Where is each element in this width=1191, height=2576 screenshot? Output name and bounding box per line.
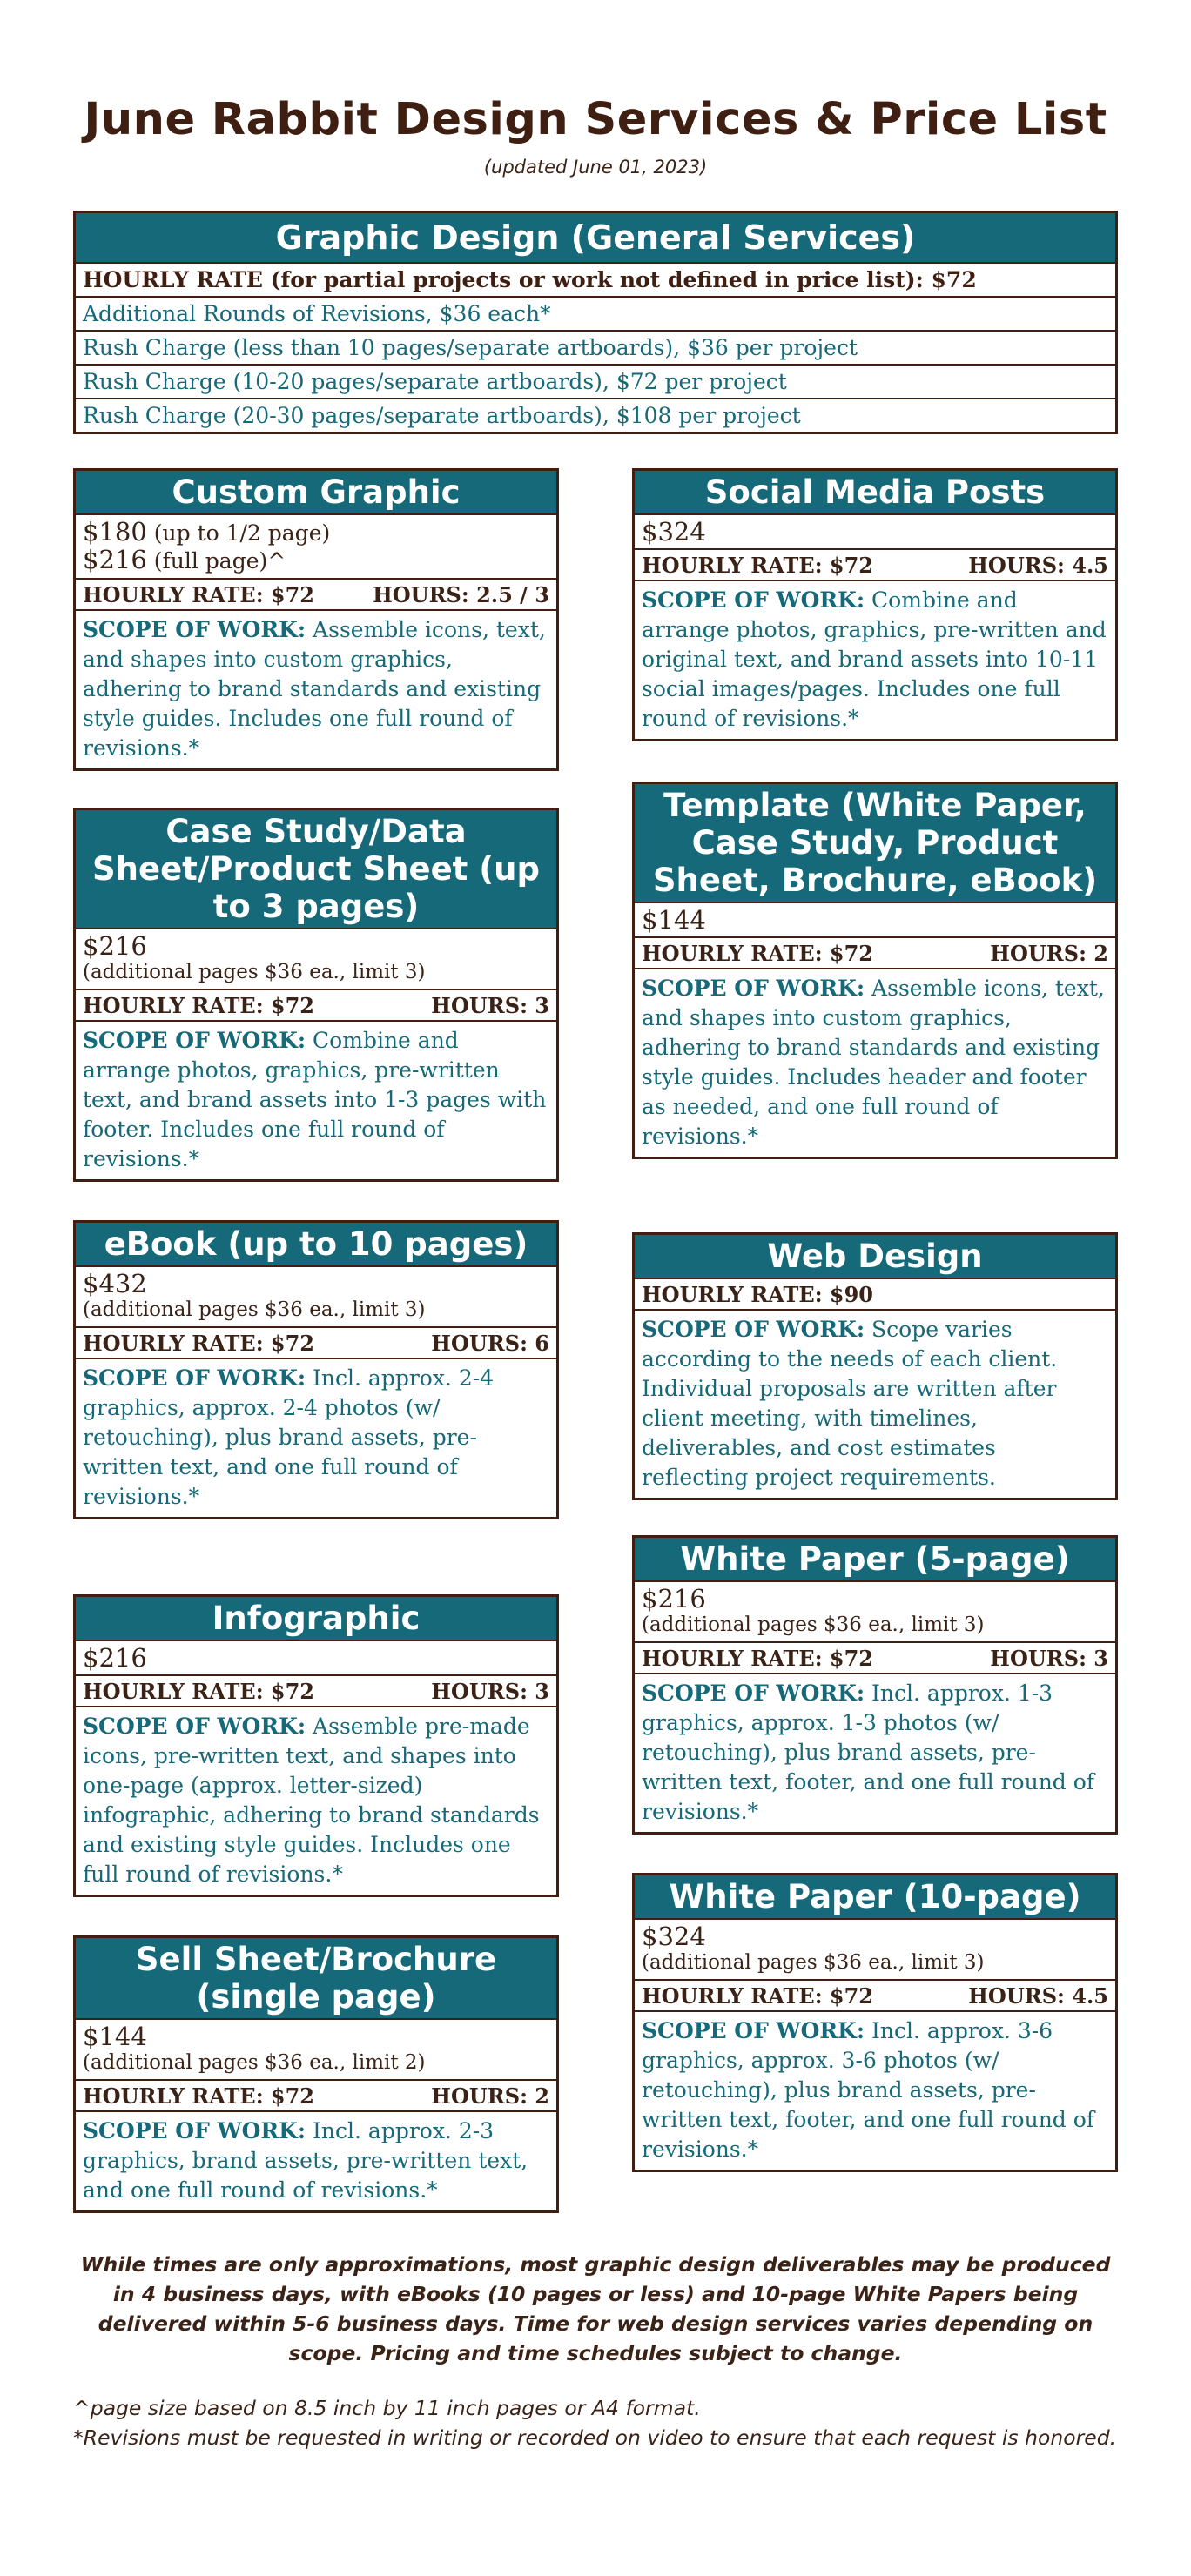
card-scope <box>76 1359 556 1517</box>
price-value: $216 <box>642 1584 706 1613</box>
hourly-rate: HOURLY RATE: $72 <box>642 1983 874 2009</box>
card-scope <box>76 1022 556 1179</box>
hours: HOURS: 2.5 / 3 <box>373 582 549 607</box>
scope-text: Assemble pre-made icons, pre-written text, and shapes into one-page (approx. letter-sized) infographic, adhering to brand standards and existing style guides. Includes one full round of revisions.* <box>83 1714 540 1887</box>
scope-label: SCOPE OF WORK: <box>642 1680 865 1706</box>
scope-text: Incl. approx. 2-4 graphics, approx. 2-4 photos (w/ retouching), plus brand assets, pre-written text, and one full round of revisions.* <box>83 1365 495 1509</box>
scope-text: Combine and arrange photos, graphics, pre-written text, and brand assets into 1-3 pages with footer. Includes one full round of revisions.* <box>83 1028 547 1171</box>
footnotes <box>73 2393 1118 2452</box>
general-row-rush-10-20: Rush Charge (10-20 pages/separate artboards), $72 per project <box>76 364 1115 398</box>
general-services-heading: Graphic Design (General Services) <box>76 213 1115 262</box>
hours: HOURS: 4.5 <box>968 1983 1108 2009</box>
revisions-note: *Revisions must be requested in writing or recorded on video to ensure that each request is honored. <box>73 2425 1117 2450</box>
card-rate-row <box>635 936 1115 969</box>
card-rate-row <box>76 1674 556 1707</box>
card-ebook <box>73 1220 559 1519</box>
updated-date: (updated June 01, 2023) <box>483 157 708 178</box>
card-price <box>635 513 1115 548</box>
hourly-rate: HOURLY RATE: $72 <box>83 582 315 607</box>
card-scope <box>635 969 1115 1157</box>
card-price <box>76 928 556 989</box>
card-rate-row <box>76 578 556 611</box>
price-value: $216 <box>83 1643 147 1673</box>
scope-label: SCOPE OF WORK: <box>83 1028 306 1053</box>
price-value: $324 <box>642 517 706 547</box>
card-scope <box>635 1311 1115 1498</box>
card-title: Social Media Posts <box>635 471 1115 513</box>
price-note: (additional pages $36 ea., limit 3) <box>83 961 426 983</box>
scope-text: Incl. approx. 1-3 graphics, approx. 1-3 photos (w/ retouching), plus brand assets, pre-written text, footer, and one full round of revisions.* <box>642 1680 1095 1824</box>
delivery-summary: While times are only approximations, most graphic design deliverables may be produced in 4 business days, with eBooks (10 pages or less) and 10-page White Papers being delivered within 5-6 business days. Time for web design services varies depending on scope. Pricing and time schedules subject to change. <box>80 2252 1111 2365</box>
card-title: Sell Sheet/Brochure (single page) <box>76 1938 556 2018</box>
card-white-paper-5 <box>632 1535 1118 1835</box>
general-services-table <box>73 211 1118 434</box>
card-infographic <box>73 1594 559 1897</box>
hours: HOURS: 2 <box>990 941 1108 966</box>
price-note: (full page)^ <box>146 548 286 574</box>
card-scope <box>76 1707 556 1895</box>
card-rate-row <box>635 1278 1115 1311</box>
card-title: Web Design <box>635 1235 1115 1278</box>
general-row-rush-under-10: Rush Charge (less than 10 pages/separate artboards), $36 per project <box>76 330 1115 364</box>
card-title: Case Study/Data Sheet/Product Sheet (up to 3 pages) <box>76 810 556 928</box>
card-price <box>635 902 1115 936</box>
card-title: Custom Graphic <box>76 471 556 513</box>
price-value: $216 <box>83 545 147 574</box>
scope-label: SCOPE OF WORK: <box>642 976 865 1001</box>
price-value: $144 <box>83 2022 147 2051</box>
scope-label: SCOPE OF WORK: <box>83 617 306 642</box>
card-rate-row <box>635 1641 1115 1674</box>
card-price <box>635 1918 1115 1979</box>
card-rate-row <box>76 989 556 1022</box>
card-rate-row <box>635 1979 1115 2012</box>
card-sell-sheet <box>73 1935 559 2213</box>
card-white-paper-10 <box>632 1873 1118 2172</box>
card-rate-row <box>76 2079 556 2112</box>
scope-text: Incl. approx. 3-6 graphics, approx. 3-6 photos (w/ retouching), plus brand assets, pre-written text, footer, and one full round of revisions.* <box>642 2018 1095 2162</box>
card-web-design <box>632 1232 1118 1500</box>
scope-text: Assemble icons, text, and shapes into custom graphics, adhering to brand standards and existing style guides. Includes header and footer as needed, and one full round of revisions.* <box>642 976 1105 1149</box>
price-note: (additional pages $36 ea., limit 2) <box>83 2051 426 2074</box>
hours: HOURS: 3 <box>990 1646 1108 1671</box>
card-case-study <box>73 808 559 1182</box>
hourly-rate: HOURLY RATE: $72 <box>83 993 315 1018</box>
card-title: Infographic <box>76 1597 556 1640</box>
hourly-rate: HOURLY RATE: $72 <box>642 941 874 966</box>
hourly-rate: HOURLY RATE: $72 <box>642 1646 874 1671</box>
card-scope <box>76 611 556 768</box>
page-title: June Rabbit Design Services & Price List <box>84 94 1107 145</box>
scope-text: Scope varies according to the needs of each client. Individual proposals are written after client meeting, with timelines, deliverables, and cost estimates reflecting project requirements. <box>642 1317 1058 1490</box>
card-price <box>76 513 556 578</box>
card-rate-row <box>76 1326 556 1359</box>
hourly-rate: HOURLY RATE: $72 <box>83 2083 315 2109</box>
scope-label: SCOPE OF WORK: <box>642 1317 865 1342</box>
price-value: $324 <box>642 1922 706 1951</box>
scope-text: Combine and arrange photos, graphics, pre-written and original text, and brand assets into 10-11 social images/pages. Includes one full round of revisions.* <box>642 587 1107 731</box>
hourly-rate: HOURLY RATE: $72 <box>642 553 874 578</box>
hourly-rate: HOURLY RATE: $72 <box>83 1679 315 1704</box>
hourly-rate: HOURLY RATE: $72 <box>83 1331 315 1356</box>
hours: HOURS: 3 <box>431 993 549 1018</box>
card-scope <box>635 1674 1115 1832</box>
page-size-note: ^page size based on 8.5 inch by 11 inch pages or A4 format. <box>73 2396 701 2420</box>
card-title: Template (White Paper, Case Study, Product Sheet, Brochure, eBook) <box>635 784 1115 902</box>
scope-label: SCOPE OF WORK: <box>83 2118 306 2143</box>
card-price <box>76 2018 556 2079</box>
scope-label: SCOPE OF WORK: <box>642 587 865 613</box>
price-note: (additional pages $36 ea., limit 3) <box>642 1613 985 1636</box>
card-price <box>76 1640 556 1674</box>
hourly-rate: HOURLY RATE: $90 <box>642 1282 874 1307</box>
card-title: eBook (up to 10 pages) <box>76 1223 556 1265</box>
card-social-media <box>632 468 1118 741</box>
hours: HOURS: 2 <box>431 2083 549 2109</box>
hours: HOURS: 6 <box>431 1331 549 1356</box>
general-row-revisions: Additional Rounds of Revisions, $36 each* <box>76 296 1115 330</box>
price-value: $180 <box>83 517 147 547</box>
general-row-rush-20-30: Rush Charge (20-30 pages/separate artboards), $108 per project <box>76 398 1115 432</box>
price-value: $144 <box>642 905 706 935</box>
price-note: (additional pages $36 ea., limit 3) <box>642 1951 985 1974</box>
hours: HOURS: 4.5 <box>968 553 1108 578</box>
card-rate-row <box>635 548 1115 581</box>
price-note: (up to 1/2 page) <box>146 520 331 546</box>
card-title: White Paper (5-page) <box>635 1538 1115 1580</box>
hours: HOURS: 3 <box>431 1679 549 1704</box>
card-scope <box>635 581 1115 739</box>
card-title: White Paper (10-page) <box>635 1875 1115 1918</box>
price-note: (additional pages $36 ea., limit 3) <box>83 1298 426 1321</box>
card-custom-graphic <box>73 468 559 771</box>
scope-text: Incl. approx. 2-3 graphics, brand assets, pre-written text, and one full round of revisions.* <box>83 2118 528 2203</box>
card-price <box>76 1265 556 1326</box>
general-hourly-rate: HOURLY RATE (for partial projects or work not defined in price list): $72 <box>76 262 1115 296</box>
card-template <box>632 782 1118 1159</box>
price-value: $216 <box>83 931 147 961</box>
scope-label: SCOPE OF WORK: <box>83 1714 306 1739</box>
card-scope <box>76 2112 556 2210</box>
scope-label: SCOPE OF WORK: <box>83 1365 306 1391</box>
card-price <box>635 1580 1115 1641</box>
price-value: $432 <box>83 1269 147 1298</box>
scope-label: SCOPE OF WORK: <box>642 2018 865 2043</box>
card-scope <box>635 2012 1115 2170</box>
scope-text: Assemble icons, text, and shapes into custom graphics, adhering to brand standards and existing style guides. Includes one full round of revisions.* <box>83 617 546 761</box>
